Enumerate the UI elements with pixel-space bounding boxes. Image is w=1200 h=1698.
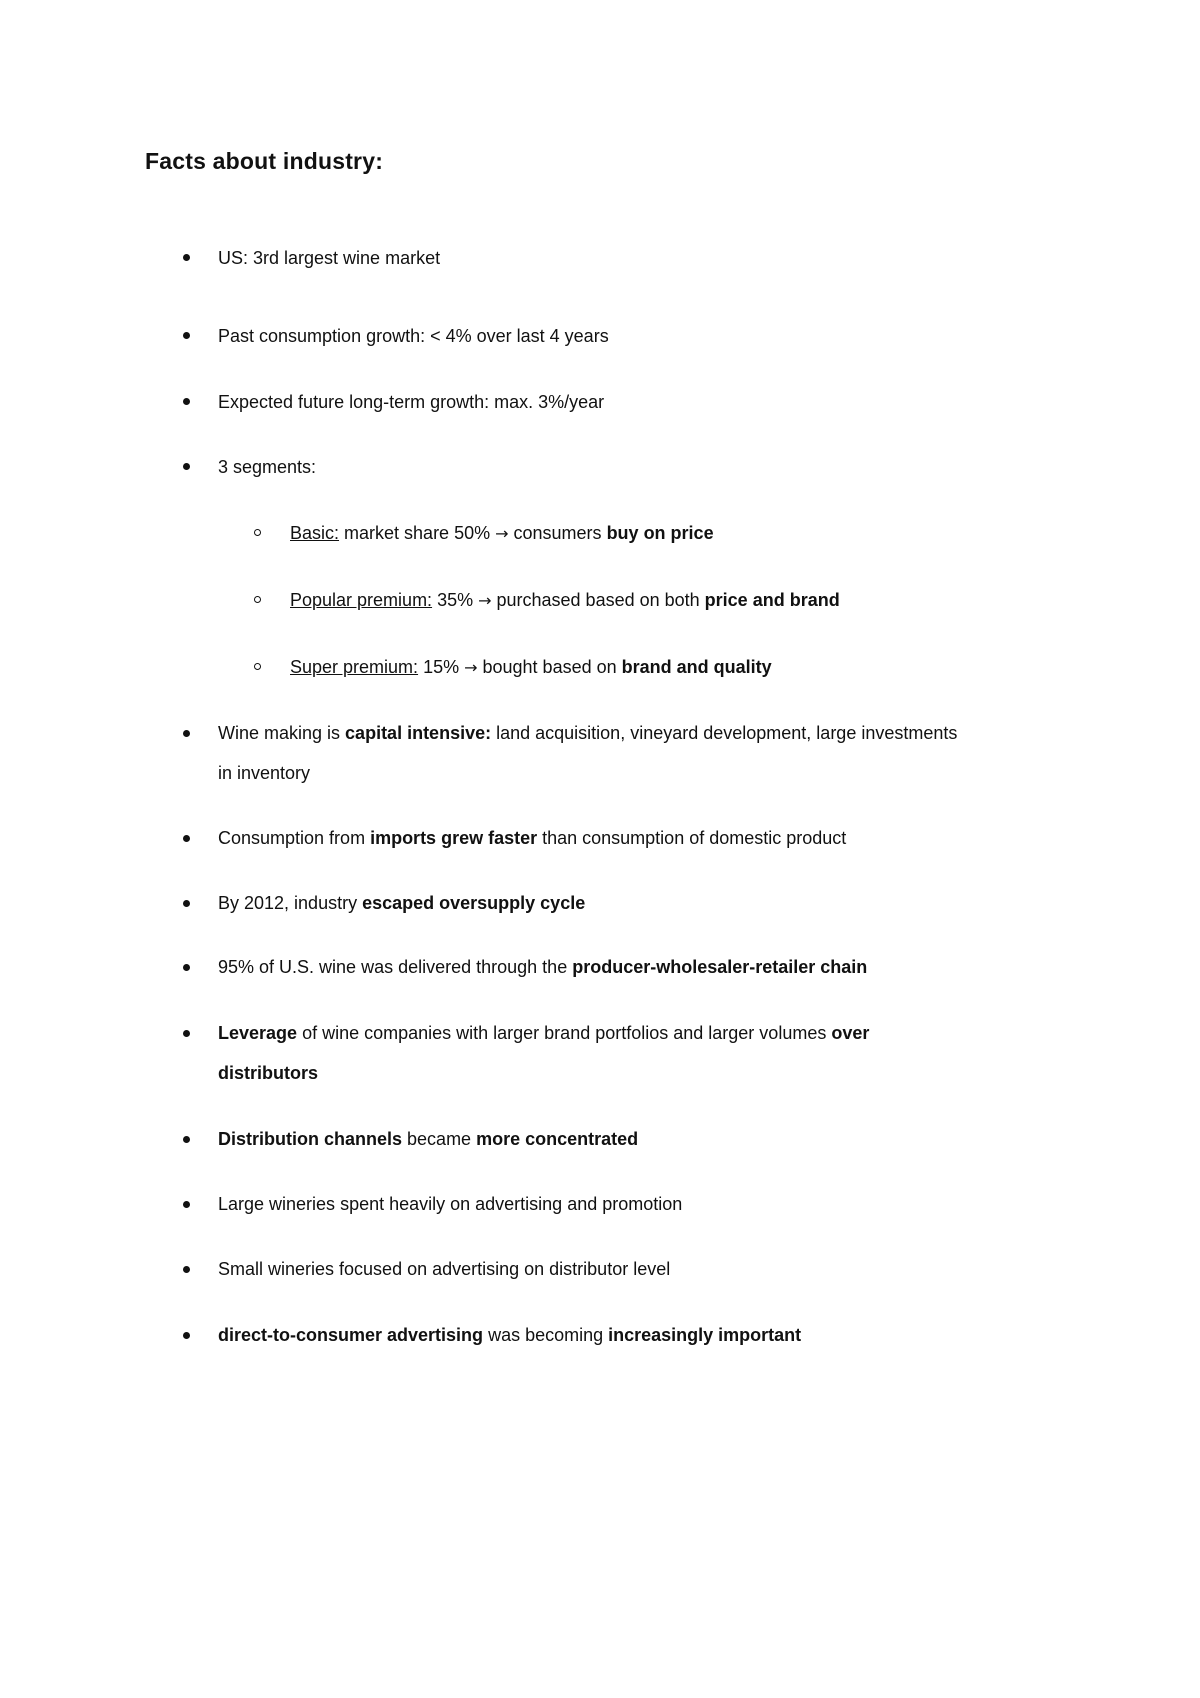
list-item: Wine making is capital intensive: land acquisition, vineyard development, large investments in inventory xyxy=(218,723,958,783)
list-item: US: 3rd largest wine market xyxy=(218,248,441,268)
list-item: direct-to-consumer advertising was becoming increasingly important xyxy=(218,1325,802,1345)
list-item: By 2012, industry escaped oversupply cycle xyxy=(218,893,586,913)
list-item: 95% of U.S. wine was delivered through the producer-wholesaler-retailer chain xyxy=(218,957,868,977)
bullet-icon xyxy=(183,834,193,844)
bullet-icon xyxy=(183,1135,193,1145)
bullet-icon xyxy=(183,963,193,973)
bullet-icon xyxy=(183,462,193,472)
list-item: Expected future long-term growth: max. 3%/year xyxy=(218,392,605,412)
arrow-right-icon: → xyxy=(478,591,492,610)
bullet-icon xyxy=(183,331,193,341)
arrow-right-icon: → xyxy=(495,524,509,543)
bullet-icon xyxy=(183,1265,193,1275)
bullet-icon xyxy=(183,1331,193,1341)
list-item: Leverage of wine companies with larger brand portfolios and larger volumes over distributors xyxy=(218,1023,870,1083)
bullet-icon xyxy=(183,899,193,909)
bullet-icon xyxy=(183,1200,193,1210)
sub-bullet-icon xyxy=(254,663,264,673)
list-item: Small wineries focused on advertising on distributor level xyxy=(218,1259,671,1279)
bullet-icon xyxy=(183,397,193,407)
sub-list-item: Basic: market share 50% → consumers buy on price xyxy=(290,523,714,543)
sub-bullet-icon xyxy=(254,596,264,606)
bullet-icon xyxy=(183,1029,193,1039)
sub-bullet-icon xyxy=(254,529,264,539)
sub-list-item: Super premium: 15% → bought based on brand and quality xyxy=(290,657,772,677)
bullet-icon xyxy=(183,729,193,739)
list-item: Consumption from imports grew faster than consumption of domestic product xyxy=(218,828,847,848)
list-item: Large wineries spent heavily on advertising and promotion xyxy=(218,1194,683,1214)
bullet-icon xyxy=(183,253,193,263)
page-title: Facts about industry: xyxy=(145,148,384,174)
sub-list-item: Popular premium: 35% → purchased based on both price and brand xyxy=(290,590,840,610)
list-item: 3 segments: xyxy=(218,457,317,477)
list-item: Distribution channels became more concentrated xyxy=(218,1129,639,1149)
list-item: Past consumption growth: < 4% over last 4 years xyxy=(218,326,609,346)
arrow-right-icon: → xyxy=(464,658,478,677)
